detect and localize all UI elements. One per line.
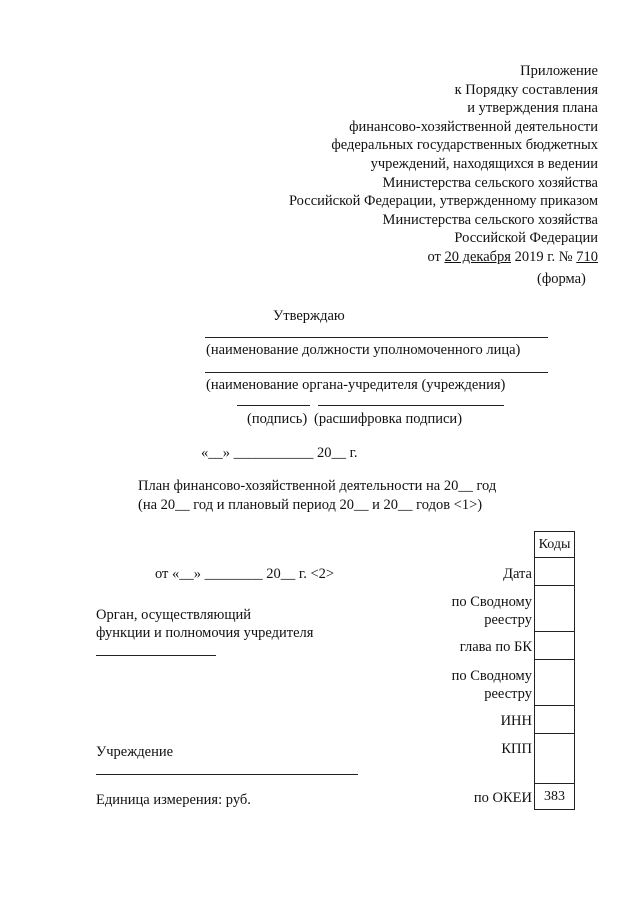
code-label-svod2-a: по Сводному (451, 668, 532, 684)
order-number: 710 (576, 248, 598, 265)
position-line (205, 337, 548, 338)
codes-table (534, 531, 575, 810)
order-date: 20 декабря (444, 248, 511, 265)
code-cell-inn[interactable] (535, 706, 575, 734)
code-cell-okei: 383 (535, 784, 575, 810)
order-year: 2019 г. № (514, 248, 573, 265)
code-label-svod2-b: реестру (484, 686, 532, 702)
code-label-okei: по ОКЕИ (473, 790, 532, 806)
organ-label-2: функции и полномочия учредителя (96, 625, 314, 641)
organ-line (96, 655, 216, 656)
header-line: федеральных государственных бюджетных (331, 137, 598, 154)
code-label-glava: глава по БК (459, 639, 532, 655)
institution-line (96, 774, 358, 775)
code-label-svod1-b: реестру (484, 612, 532, 628)
header-line: к Порядку составления (454, 81, 598, 98)
plan-title: План финансово-хозяйственной деятельности на 20__ год (138, 478, 497, 494)
institution-label: Учреждение (96, 744, 174, 760)
position-caption: (наименование должности уполномоченного лица) (206, 342, 521, 358)
org-line (205, 372, 548, 373)
organ-label-1: Орган, осуществляющий (96, 607, 252, 623)
code-cell-svod1[interactable] (535, 586, 575, 632)
code-label-date: Дата (503, 566, 532, 582)
code-cell-glava[interactable] (535, 632, 575, 660)
order-date-line (238, 248, 598, 267)
form-label: (форма) (537, 271, 586, 287)
date-prefix: от (427, 248, 441, 265)
plan-subtitle: (на 20__ год и плановый период 20__ и 20__ годов <1>) (138, 497, 483, 513)
code-cell-date[interactable] (535, 558, 575, 586)
code-label-inn: ИНН (500, 713, 532, 729)
signature-caption: (подпись) (247, 411, 308, 427)
approval-date: «__» ___________ 20__ г. (201, 445, 358, 461)
header-line: учреждений, находящихся в ведении (370, 155, 598, 172)
code-cell-svod2[interactable] (535, 660, 575, 706)
approval-title: Утверждаю (273, 308, 345, 324)
code-label-kpp: КПП (501, 741, 532, 757)
signature-line (237, 405, 310, 406)
header-line: Министерства сельского хозяйства (382, 211, 598, 228)
header-line: Российской Федерации, утвержденному приказом (288, 193, 598, 210)
codes-header: Коды (535, 532, 575, 558)
decoding-caption: (расшифровка подписи) (314, 411, 463, 427)
plan-date-line: от «__» ________ 20__ г. <2> (155, 566, 335, 582)
code-cell-kpp[interactable] (535, 734, 575, 784)
unit-label: Единица измерения: руб. (96, 792, 251, 808)
appendix-header (238, 62, 598, 267)
header-line: Министерства сельского хозяйства (382, 174, 598, 191)
header-line: финансово-хозяйственной деятельности (349, 118, 598, 135)
code-label-svod1-a: по Сводному (451, 594, 532, 610)
org-caption: (наименование органа-учредителя (учреждения) (206, 377, 506, 393)
header-line: и утверждения плана (467, 100, 598, 117)
header-line: Приложение (520, 63, 598, 79)
decoding-line (318, 405, 504, 406)
header-line: Российской Федерации (454, 230, 598, 247)
